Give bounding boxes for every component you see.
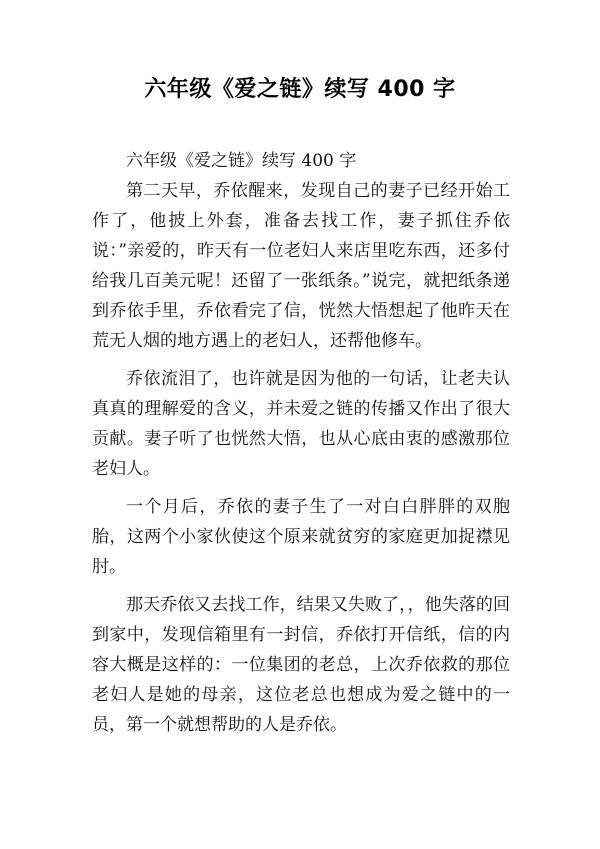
paragraph: 一个月后，乔依的妻子生了一对白白胖胖的双胞胎，这两个小家伙使这个原来就贫穷的家庭更加捉襟见肘。 — [92, 497, 510, 577]
paragraph: 第二天早，乔依醒来，发现自己的妻子已经开始工作了，他披上外套，准备去找工作，妻子抓住乔依说：”亲爱的，昨天有一位老妇人来店里吃东西，还多付给我几百美元呢！还留了一张纸条。”说完，就把纸条递到乔依手里，乔依看完了信，恍然大悟想起了他昨天在荒无人烟的地方遇上的老妇人，还帮他修车。 — [92, 181, 510, 351]
document-body — [92, 146, 510, 748]
page-title: 六年级《爱之链》续写 400 字 — [144, 77, 456, 102]
paragraph: 那天乔依又去找工作，结果又失败了，，他失落的回到家中，发现信箱里有一封信，乔依打开信纸，信的内容大概是这样的：一位集团的老总，上次乔依救的那位老妇人是她的母亲，这位老总也想成为爱之链中的一员，第一个就想帮助的人是乔依。 — [92, 595, 510, 735]
paragraph: 乔依流泪了，也许就是因为他的一句话，让老夫认真真的理解爱的含义，并未爱之链的传播又作出了很大贡献。妻子听了也恍然大悟，也从心底由衷的感激那位老妇人。 — [92, 369, 510, 479]
document-subtitle: 六年级《爱之链》续写 400 字 — [126, 151, 357, 171]
